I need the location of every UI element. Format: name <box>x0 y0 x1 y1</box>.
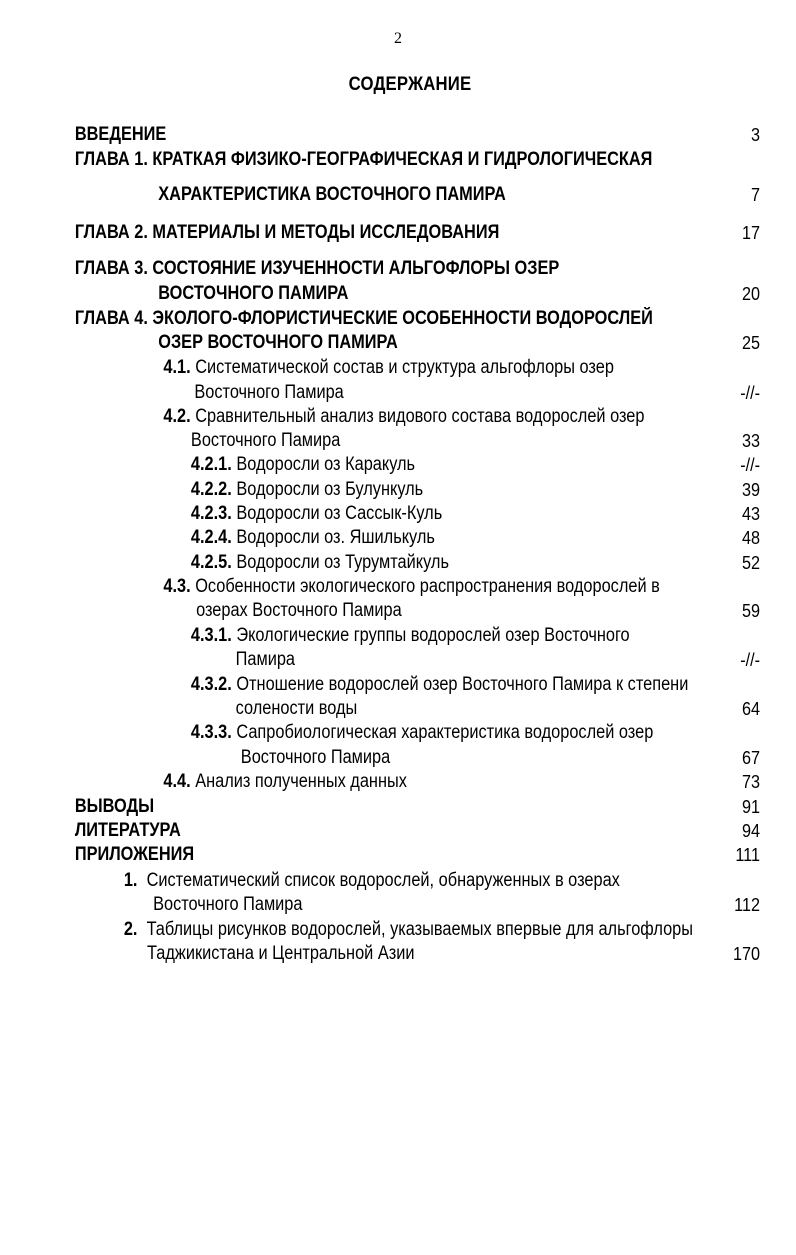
toc-number: 4.2.2. <box>190 479 232 500</box>
toc-text: Водоросли оз Сассык-Куль <box>236 503 443 524</box>
toc-page: -//- <box>740 383 760 403</box>
toc-page: 94 <box>741 821 760 841</box>
toc-entry-4-3-2 <box>0 673 757 697</box>
toc-entry-appendix-2 <box>0 918 757 942</box>
toc-text-line2: Восточного Памира <box>240 747 391 768</box>
toc-label-line1: ГЛАВА 3. СОСТОЯНИЕ ИЗУЧЕННОСТИ АЛЬГОФЛОРЫ ОЗЕР <box>74 258 560 279</box>
toc-text-line1: Систематической состав и структура альгофлоры озер <box>195 357 614 378</box>
toc-number: 4.2. <box>163 406 191 427</box>
toc-entry-chapter-1 <box>0 148 757 172</box>
toc-entry-chapter-2 <box>0 221 757 245</box>
toc-text-line1: Отношение водорослей озер Восточного Памира к степени <box>236 674 689 695</box>
toc-entry-4-3-cont <box>0 599 757 623</box>
toc-page: -//- <box>740 650 760 670</box>
toc-page: 20 <box>741 284 760 304</box>
toc-entry-4-2-5 <box>0 551 757 575</box>
toc-number: 4.3.2. <box>190 674 232 695</box>
toc-number: 4.3.1. <box>190 625 232 646</box>
toc-entry-introduction <box>0 123 757 147</box>
toc-entry-4-2-3 <box>0 502 757 526</box>
toc-text-line2: солености воды <box>235 698 358 719</box>
toc-entry-4-3-3 <box>0 721 757 745</box>
toc-page: 25 <box>741 333 760 353</box>
toc-number: 2. <box>123 919 138 940</box>
toc-entry-4-2 <box>0 405 757 429</box>
toc-label: ВВЕДЕНИЕ <box>74 124 167 145</box>
page-title: СОДЕРЖАНИЕ <box>348 74 472 95</box>
toc-entry-chapter-4-cont <box>0 331 757 355</box>
toc-entry-4-2-2 <box>0 478 757 502</box>
toc-page: 52 <box>741 553 760 573</box>
toc-page: -//- <box>740 455 760 475</box>
toc-label: ГЛАВА 2. МАТЕРИАЛЫ И МЕТОДЫ ИССЛЕДОВАНИЯ <box>74 222 500 243</box>
toc-text-line2: Памира <box>235 649 296 670</box>
toc-text-line2: Восточного Памира <box>153 894 303 915</box>
toc-page: 3 <box>750 125 760 145</box>
toc-number: 4.2.3. <box>190 503 232 524</box>
toc-page: 43 <box>741 504 760 524</box>
toc-number: 4.3. <box>163 576 191 597</box>
toc-page: 67 <box>741 748 760 768</box>
toc-text-line2: Таджикистана и Центральной Азии <box>147 943 415 964</box>
toc-entry-appendix-2-cont <box>0 942 757 966</box>
toc-number: 4.2.5. <box>190 552 232 573</box>
toc-entry-4-2-4 <box>0 526 757 550</box>
toc-entry-4-3-1 <box>0 624 757 648</box>
toc-page: 59 <box>741 601 760 621</box>
toc-page: 64 <box>741 699 760 719</box>
toc-number: 1. <box>123 870 138 891</box>
toc-number: 4.2.4. <box>190 527 232 548</box>
toc-label: ВЫВОДЫ <box>74 796 155 817</box>
toc-entry-chapter-3 <box>0 257 757 281</box>
page-number: 2 <box>394 30 402 47</box>
toc-text: Водоросли оз. Яшилькуль <box>236 527 435 548</box>
toc-page: 170 <box>732 944 760 964</box>
toc-number: 4.3.3. <box>190 722 232 743</box>
toc-entry-chapter-1-cont <box>0 183 757 207</box>
toc-entry-4-2-1 <box>0 453 757 477</box>
toc-text-line1: Сапробиологическая характеристика водорослей озер <box>236 722 654 743</box>
toc-entry-literature <box>0 819 757 843</box>
toc-page: 111 <box>735 845 760 865</box>
toc-text-line2: озерах Восточного Памира <box>196 600 402 621</box>
toc-label-line2: ОЗЕР ВОСТОЧНОГО ПАМИРА <box>158 332 398 353</box>
toc-page: 7 <box>750 185 760 205</box>
toc-text: Водоросли оз Турумтайкуль <box>236 552 449 573</box>
toc-text-line1: Таблицы рисунков водорослей, указываемых впервые для альгофлоры <box>146 919 694 940</box>
toc-text: Анализ полученных данных <box>195 771 407 792</box>
toc-page: 73 <box>741 772 760 792</box>
toc-label: ЛИТЕРАТУРА <box>74 820 181 841</box>
toc-entry-4-2-cont <box>0 429 757 453</box>
toc-label-line1: ГЛАВА 4. ЭКОЛОГО-ФЛОРИСТИЧЕСКИЕ ОСОБЕННОСТИ ВОДОРОСЛЕЙ <box>74 308 653 329</box>
toc-entry-4-3-2-cont <box>0 697 757 721</box>
toc-label-line1: ГЛАВА 1. КРАТКАЯ ФИЗИКО-ГЕОГРАФИЧЕСКАЯ И ГИДРОЛОГИЧЕСКАЯ <box>74 149 653 170</box>
toc-text-line1: Систематический список водорослей, обнаруженных в озерах <box>146 870 620 891</box>
toc-label: ПРИЛОЖЕНИЯ <box>74 844 195 865</box>
toc-number: 4.1. <box>163 357 191 378</box>
toc-entry-conclusions <box>0 795 757 819</box>
toc-entry-chapter-3-cont <box>0 282 757 306</box>
toc-text: Водоросли оз Булункуль <box>236 479 424 500</box>
toc-page: 48 <box>741 528 760 548</box>
toc-text-line2: Восточного Памира <box>194 382 344 403</box>
toc-page: 33 <box>741 431 760 451</box>
toc-page: 39 <box>741 480 760 500</box>
toc-entry-4-1-cont <box>0 381 757 405</box>
toc-text-line1: Экологические группы водорослей озер Восточного <box>236 625 630 646</box>
toc-label-line2: ХАРАКТЕРИСТИКА ВОСТОЧНОГО ПАМИРА <box>158 184 506 205</box>
toc-entry-4-3-1-cont <box>0 648 757 672</box>
toc-entry-appendix-1 <box>0 869 757 893</box>
toc-page: 17 <box>741 223 760 243</box>
toc-text-line1: Сравнительный анализ видового состава водорослей озер <box>195 406 645 427</box>
toc-number: 4.4. <box>163 771 191 792</box>
toc-entry-appendix-1-cont <box>0 893 757 917</box>
toc-text: Водоросли оз Каракуль <box>236 454 416 475</box>
toc-entry-4-4 <box>0 770 757 794</box>
toc-entry-4-3 <box>0 575 757 599</box>
toc-entry-4-1 <box>0 356 757 380</box>
toc-number: 4.2.1. <box>190 454 232 475</box>
toc-label-line2: ВОСТОЧНОГО ПАМИРА <box>158 283 349 304</box>
toc-text-line2: Восточного Памира <box>190 430 341 451</box>
toc-text-line1: Особенности экологического распространения водорослей в <box>195 576 660 597</box>
toc-entry-4-3-3-cont <box>0 746 757 770</box>
toc-page: 112 <box>734 895 760 915</box>
toc-page: 91 <box>741 797 760 817</box>
toc-entry-appendices <box>0 843 757 867</box>
toc-entry-chapter-4 <box>0 307 757 331</box>
